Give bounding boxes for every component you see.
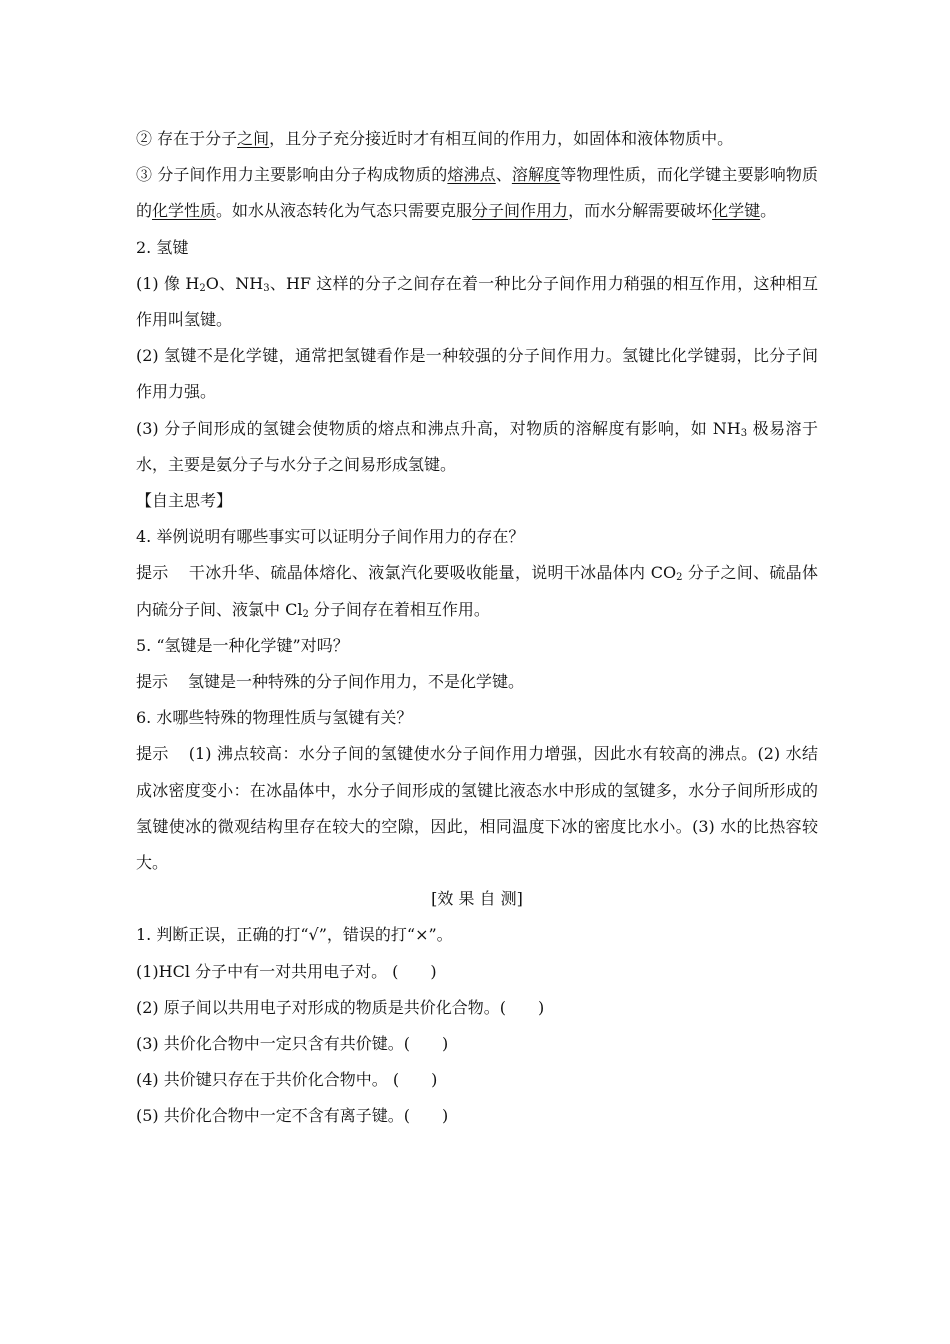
paragraph-intermolecular-3 — [136, 157, 818, 229]
answer-6 — [136, 736, 818, 881]
hint-label: 提示 — [136, 744, 169, 764]
text: 等物理性质，而化学键主要影响 — [560, 165, 786, 185]
text: (3) 分子间形成的氢键会使物质的熔点和沸点升高，对物质的溶解度有影响，如 NH — [136, 418, 741, 438]
text: 分子间存在着相互作用。 — [308, 599, 490, 619]
underlined-text: 溶解度 — [511, 165, 561, 185]
hint-label: 提示 — [136, 672, 169, 692]
text: 分子之间、硫晶体内硫分子间、液氯中 Cl — [136, 563, 818, 619]
text: 、 — [495, 165, 512, 185]
subscript: 2 — [676, 572, 683, 584]
paragraph-hb-2: (2) 氢键不是化学键，通常把氢键看作是一种较强的分子间作用力。氢键比化学键弱，比分子间作用力强。 — [136, 346, 818, 402]
text: ，且分子充分接近时才有相互间的作用力，如固体和液体物质中。 — [269, 129, 734, 148]
paragraph-hb-1 — [136, 266, 818, 338]
subscript: 2 — [302, 608, 309, 620]
text: 极易溶于水，主要是氨分子与水分子之间易形成氢键。 — [136, 418, 818, 474]
text: 物质的 — [136, 165, 818, 221]
text: ③ 分子间作用力主要影响由分子构成物质的 — [136, 165, 448, 185]
underlined-text: 化学性质 — [152, 201, 217, 221]
heading-self-thinking: 【自主思考】 — [136, 491, 233, 511]
text: ，而水分解需要破坏 — [568, 201, 713, 221]
underlined-text: 分子间作用力 — [472, 201, 569, 221]
hint-label: 提示 — [136, 563, 169, 583]
text: 、HF 这样的分子之间存在着一种比分子间作用力稍强的相互作用，这种相互作用叫氢键。 — [136, 273, 818, 330]
answer-5 — [136, 664, 818, 700]
underlined-text: 键 — [744, 201, 761, 221]
text: 氢键是一种特殊的分子间作用力，不是化学键。 — [188, 672, 525, 692]
question-4: 4. 举例说明有哪些事实可以证明分子间作用力的存在？ — [136, 527, 525, 547]
exercise-item-4: (4) 共价键只存在于共价化合物中。 ( ) — [136, 1070, 438, 1090]
question-5: 5. “氢键是一种化学键”对吗？ — [136, 635, 349, 655]
exercise-item-3: (3) 共价化合物中一定只含有共价键。( ) — [136, 1034, 449, 1054]
subscript: 2 — [199, 282, 206, 294]
exercise-1-title: 1. 判断正误，正确的打“√”，错误的打“×”。 — [136, 925, 453, 945]
paragraph-intermolecular-2 — [136, 121, 818, 157]
text: (1) 沸点较高：水分子间的氢键使水分子间作用力增强，因此水有较高的沸点。(2) 水结成冰密度变小：在冰晶体中，水分子间形成的氢键比液态水中形成的氢键多，水分子间所形成的氢键使冰的微观结构里存在较大的空隙，因此，相同温度下冰的密度比水小。(3) 水的比热容较大。 — [136, 744, 818, 873]
underlined-text: 化学 — [712, 201, 745, 221]
underlined-text: 熔沸点 — [447, 165, 496, 185]
heading-hydrogen-bond: 2. 氢键 — [136, 237, 189, 257]
text: 。 — [760, 201, 777, 221]
paragraph-hb-3 — [136, 411, 818, 483]
answer-4 — [136, 555, 818, 627]
underlined-text: 之间 — [237, 129, 270, 148]
exercise-item-2: (2) 原子间以共用电子对形成的物质是共价化合物。( ) — [136, 997, 545, 1017]
subscript: 3 — [740, 427, 748, 439]
text: 。如水从液态转化为气态只需要克服 — [216, 201, 473, 221]
text: 干冰升华、硫晶体熔化、液氯汽化要吸收能量，说明干冰晶体内 CO — [188, 563, 677, 583]
text: ② 存在于分子 — [136, 129, 238, 148]
exercise-item-1: (1)HCl 分子中有一对共用电子对。 ( ) — [136, 961, 437, 981]
text: (1) 像 H — [136, 273, 200, 293]
exercise-item-5: (5) 共价化合物中一定不含有离子键。( ) — [136, 1106, 449, 1126]
question-6: 6. 水哪些特殊的物理性质与氢键有关？ — [136, 708, 413, 728]
text: O、NH — [205, 273, 264, 293]
section-heading-self-test: [效 果 自 测] — [431, 889, 523, 909]
document-page — [136, 121, 818, 1135]
subscript: 3 — [263, 282, 270, 294]
